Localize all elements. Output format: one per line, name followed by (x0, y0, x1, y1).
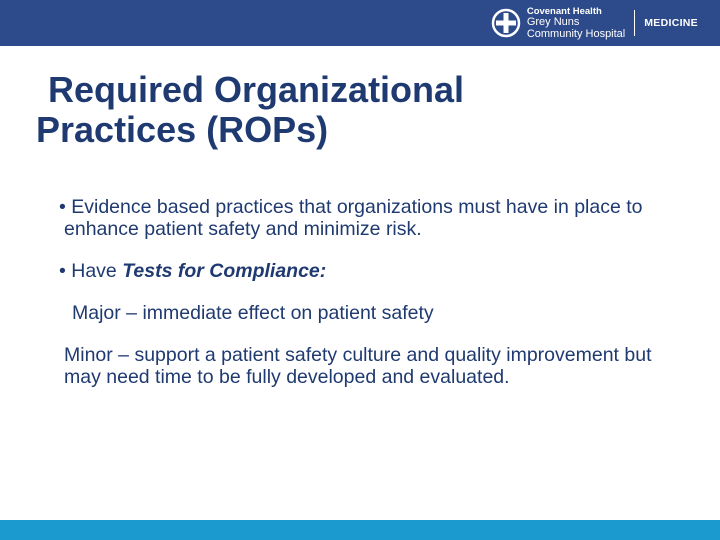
bullet-glyph: • (59, 196, 66, 218)
slide-title (36, 70, 556, 150)
slide-title-line2: Practices (ROPs) (36, 109, 329, 150)
logo-department: MEDICINE (644, 17, 698, 29)
logo-line-name: Grey Nuns (526, 16, 580, 29)
slide-title-line1: Required Organizational (48, 69, 465, 110)
logo-line-organization: Covenant Health (526, 5, 602, 17)
header-bar (0, 0, 720, 46)
slide-body (59, 196, 664, 388)
logo-divider (634, 10, 635, 36)
bullet-tests-for-compliance (59, 260, 664, 282)
footer-bar (0, 520, 720, 540)
major-description: Major – immediate effect on patient safety (72, 302, 434, 324)
hospital-logo (491, 4, 698, 42)
logo-line-hospital: Community Hospital (526, 27, 626, 40)
bullet-evidence-based (59, 196, 664, 240)
logo-text (527, 6, 625, 41)
cross-circle-icon (491, 8, 521, 38)
bullet-glyph: • (59, 260, 66, 282)
bullet-text: Evidence based practices that organizations must have in place to enhance patient safety and minimize risk. (64, 196, 643, 240)
bullet-text-prefix: Have (71, 260, 123, 282)
bullet-text-emphasis: Tests for Compliance: (122, 260, 327, 282)
minor-description: Minor – support a patient safety culture and quality improvement but may need time to be fully developed and evaluated. (64, 344, 652, 388)
